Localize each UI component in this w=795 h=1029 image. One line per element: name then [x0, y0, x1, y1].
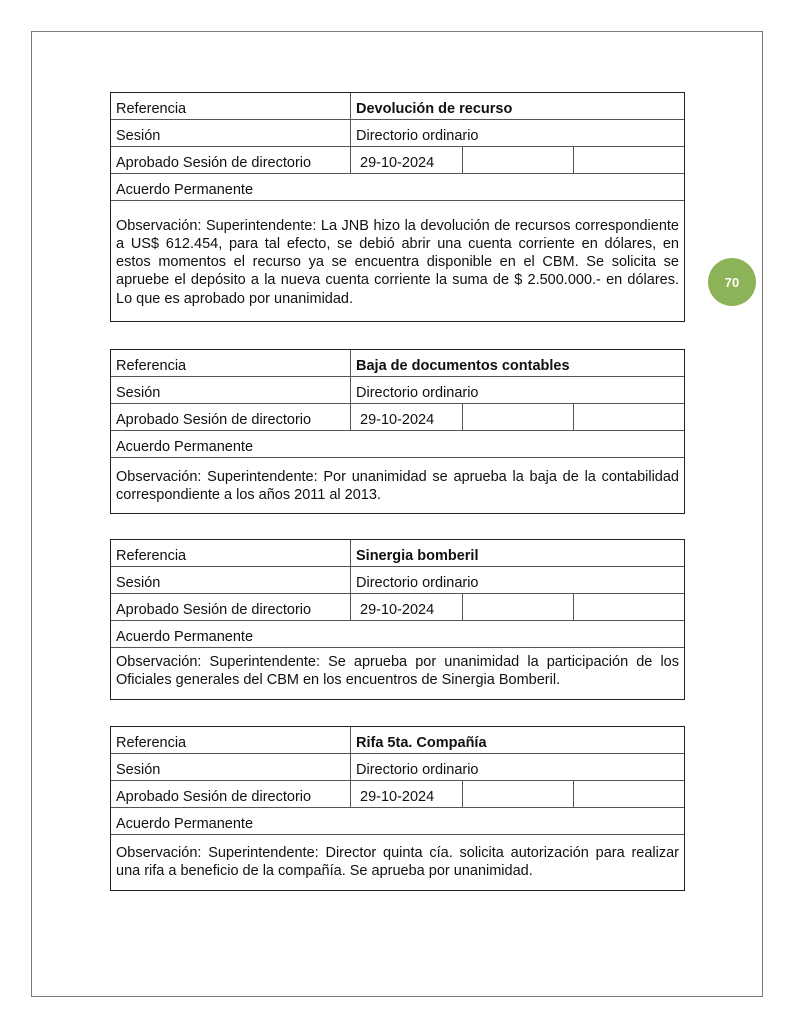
value-referencia: Baja de documentos contables: [356, 358, 570, 374]
row-sesion: [111, 120, 684, 147]
row-aprobado: [111, 594, 684, 621]
label-referencia: Referencia: [111, 350, 351, 376]
label-acuerdo: Acuerdo Permanente: [116, 816, 254, 832]
label-sesion: Sesión: [111, 754, 351, 780]
row-referencia: [111, 93, 684, 120]
observacion-text: Observación: Superintendente: Por unanimidad se aprueba la baja de la contabilidad correspondiente a los años 2011 al 2013.: [116, 469, 679, 504]
empty-cell: [463, 781, 574, 807]
empty-cell: [574, 781, 684, 807]
row-aprobado: [111, 781, 684, 808]
empty-cell: [463, 404, 574, 430]
observacion-text: Observación: Superintendente: Director quinta cía. solicita autorización para realizar una rifa a beneficio de la compañía. Se aprueba por unanimidad.: [116, 845, 679, 880]
row-sesion: [111, 567, 684, 594]
value-fecha: 29-10-2024: [351, 781, 463, 807]
value-fecha: 29-10-2024: [351, 594, 463, 620]
value-sesion: Directorio ordinario: [356, 762, 479, 778]
label-aprobado: Aprobado Sesión de directorio: [111, 781, 351, 807]
row-aprobado: [111, 404, 684, 431]
label-sesion: Sesión: [111, 377, 351, 403]
page-number-badge: 70: [708, 258, 756, 306]
label-aprobado: Aprobado Sesión de directorio: [111, 404, 351, 430]
value-sesion: Directorio ordinario: [356, 385, 479, 401]
row-aprobado: [111, 147, 684, 174]
label-acuerdo: Acuerdo Permanente: [116, 182, 254, 198]
value-sesion: Directorio ordinario: [356, 575, 479, 591]
empty-cell: [574, 594, 684, 620]
label-aprobado: Aprobado Sesión de directorio: [111, 147, 351, 173]
label-acuerdo: Acuerdo Permanente: [116, 629, 254, 645]
record-table: [110, 349, 685, 514]
row-acuerdo: [111, 808, 684, 835]
value-sesion: Directorio ordinario: [356, 128, 479, 144]
value-fecha: 29-10-2024: [351, 147, 463, 173]
row-referencia: [111, 727, 684, 754]
value-referencia: Devolución de recurso: [356, 101, 513, 117]
row-sesion: [111, 754, 684, 781]
value-referencia: Sinergia bomberil: [356, 548, 479, 564]
label-sesion: Sesión: [111, 120, 351, 146]
row-acuerdo: [111, 431, 684, 458]
row-acuerdo: [111, 174, 684, 201]
value-referencia: Rifa 5ta. Compañía: [356, 735, 487, 751]
row-referencia: [111, 350, 684, 377]
empty-cell: [574, 147, 684, 173]
value-fecha: 29-10-2024: [351, 404, 463, 430]
row-acuerdo: [111, 621, 684, 648]
record-table: [110, 726, 685, 891]
empty-cell: [574, 404, 684, 430]
empty-cell: [463, 594, 574, 620]
record-table: [110, 92, 685, 322]
row-referencia: [111, 540, 684, 567]
label-referencia: Referencia: [111, 93, 351, 119]
label-acuerdo: Acuerdo Permanente: [116, 439, 254, 455]
row-sesion: [111, 377, 684, 404]
observacion-text: Observación: Superintendente: La JNB hizo la devolución de recursos correspondiente a US$ 612.454, para tal efecto, se debió abrir una cuenta corriente en dólares, en estos momentos el recurso ya se encuentra disponible en el CBM. Se solicita se apruebe el depósito a la nueva cuenta corriente la suma de $ 2.500.000.- en dólares. Lo que es aprobado por unanimidad.: [116, 218, 679, 307]
label-referencia: Referencia: [111, 727, 351, 753]
label-sesion: Sesión: [111, 567, 351, 593]
label-aprobado: Aprobado Sesión de directorio: [111, 594, 351, 620]
label-referencia: Referencia: [111, 540, 351, 566]
empty-cell: [463, 147, 574, 173]
observacion-text: Observación: Superintendente: Se aprueba por unanimidad la participación de los Oficiales generales del CBM en los encuentros de Sinergia Bomberil.: [116, 654, 679, 689]
record-table: [110, 539, 685, 700]
